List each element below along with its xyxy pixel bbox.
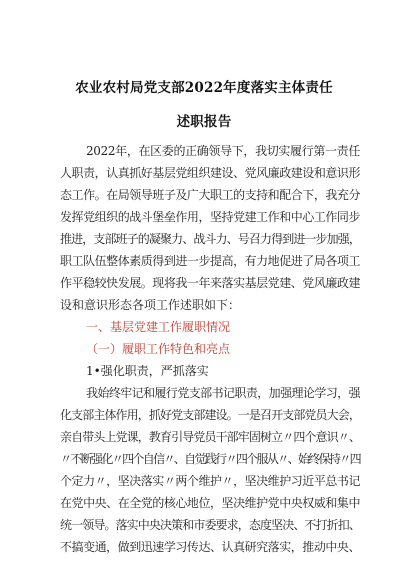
document-subtitle: 述职报告 — [176, 114, 232, 130]
subsection-heading: （一）履职工作特色和亮点 — [86, 342, 231, 356]
paragraph-line: 亲自带头上党课，教育引导党员干部牢固树立〃四个意识〃、 — [60, 430, 360, 444]
paragraph-line: 化支部主体作用，抓好党支部建设。一是召开支部党员大会， — [60, 408, 360, 422]
paragraph-line: 统一领导。落实中央决策和市委要求，态度坚决、不打折扣、 — [60, 518, 360, 532]
paragraph-line: 不搞变通，做到迅速学习传达、认真研究落实，推动中央、 — [60, 540, 360, 554]
paragraph-line: 职工队伍整体素质得到进一步提高，有力地促进了局各项工 — [60, 254, 360, 268]
section-heading: 一、基层党建工作履职情况 — [86, 320, 231, 334]
document-title: 农业农村局党支部2022年度落实主体责任 — [75, 80, 333, 96]
paragraph-line: 2022年，在区委的正确领导下，我切实履行第一责任 — [86, 144, 360, 158]
paragraph-line: 推进，支部班子的凝聚力、战斗力、号召力得到进一步加强， — [60, 232, 360, 246]
paragraph-line: 人职责，认真抓好基层党组织建设、党风廉政建设和意识形 — [60, 166, 360, 180]
paragraph-line: 我始终牢记和履行党支部书记职责，加强理论学习，强 — [86, 386, 360, 400]
paragraph-line: 作平稳较快发展。现将我一年来落实基层党建、党风廉政建 — [60, 276, 360, 290]
paragraph-line: 设和意识形态各项工作述职如下： — [60, 298, 241, 312]
paragraph-line: 在党中央、在全党的核心地位，坚决维护党中央权威和集中 — [60, 496, 360, 510]
paragraph-line: 发挥党组织的战斗堡垒作用，坚持党建工作和中心工作同步 — [60, 210, 360, 224]
paragraph-line: 态工作。在局领导班子及广大职工的支持和配合下，我充分 — [60, 188, 360, 202]
document-body — [60, 140, 360, 558]
item-heading: 1•强化职责，严抓落实 — [86, 364, 209, 378]
paragraph-line: 〃不断强化〃四个自信〃、自觉践行〃四个服从〃、始终保持〃四 — [60, 452, 360, 466]
paragraph-line: 个定力〃，坚决落实〃两个维护〃，坚决维护习近平总书记 — [60, 474, 360, 488]
